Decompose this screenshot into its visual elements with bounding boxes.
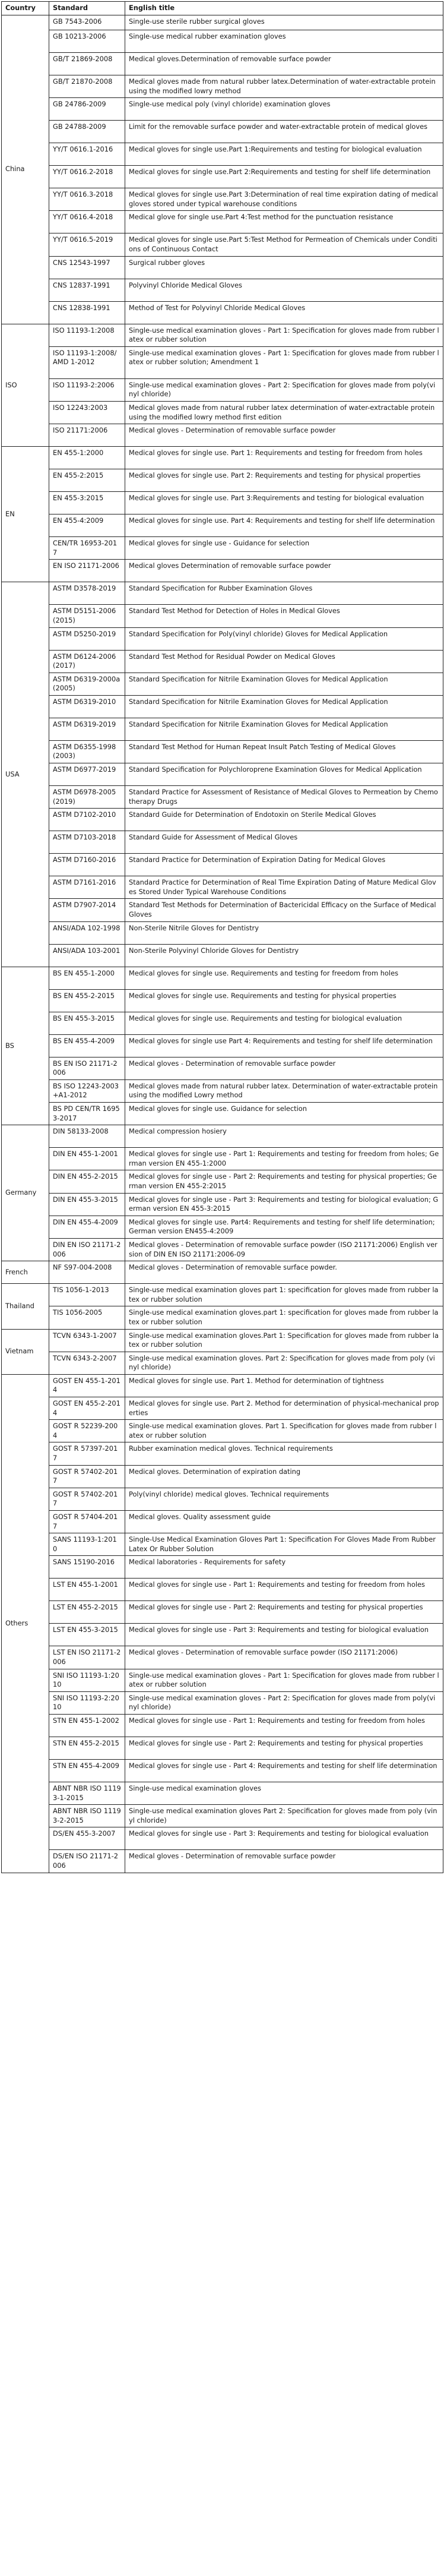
standard-cell: ASTM D5151-2006(2015)	[49, 605, 125, 627]
table-row	[2, 537, 443, 560]
standard-cell: ASTM D7102-2010	[49, 809, 125, 831]
table-body	[2, 15, 443, 1873]
title-cell: Medical gloves made from natural rubber latex determination of water-extractable protein using the modified lowry method first edition	[125, 401, 443, 424]
standard-cell: ASTM D3578-2019	[49, 582, 125, 605]
title-cell: Method of Test for Polyvinyl Chloride Medical Gloves	[125, 301, 443, 324]
table-row	[2, 1624, 443, 1646]
table-row	[2, 627, 443, 650]
title-cell: Medical gloves for single use - Part 1: Requirements and testing for freedom from holes; German version EN 455-1:2000	[125, 1148, 443, 1170]
title-cell: Medical gloves for single use - Part 2: Requirements and testing for physical properties	[125, 1601, 443, 1624]
table-row	[2, 301, 443, 324]
title-cell: Medical gloves.Determination of removable surface powder	[125, 53, 443, 75]
table-row	[2, 1103, 443, 1125]
standards-table	[1, 1, 443, 1873]
table-row	[2, 740, 443, 763]
title-cell: Standard Test Methods for Determination of Bactericidal Efficacy on the Surface of Medical Gloves	[125, 899, 443, 921]
title-cell: Medical gloves for single use.Part 3:Determination of real time expiration dating of medical gloves stored under typical warehouse conditions	[125, 188, 443, 211]
table-row	[2, 233, 443, 256]
standard-cell: EN 455-2:2015	[49, 469, 125, 492]
table-row	[2, 1488, 443, 1510]
country-cell: ISO	[2, 324, 49, 447]
table-row	[2, 695, 443, 718]
country-cell: EN	[2, 447, 49, 582]
table-row	[2, 53, 443, 75]
standard-cell: ANSI/ADA 102-1998	[49, 921, 125, 944]
table-row	[2, 1125, 443, 1148]
table-row	[2, 324, 443, 346]
standard-cell: BS EN 455-4-2009	[49, 1034, 125, 1057]
table-row	[2, 967, 443, 989]
title-cell: Medical gloves for single use - Part 1: Requirements and testing for freedom from holes	[125, 1714, 443, 1737]
title-cell: Medical gloves for single use - Part 2: Requirements and testing for physical properties; German version EN 455-2:2015	[125, 1170, 443, 1193]
title-cell: Medical gloves - Determination of removable surface powder	[125, 424, 443, 447]
standard-cell: ASTM D6319-2000a(2005)	[49, 673, 125, 695]
standard-cell: ASTM D5250-2019	[49, 627, 125, 650]
standard-cell: ASTM D6319-2010	[49, 695, 125, 718]
table-row	[2, 1465, 443, 1488]
title-cell: Single-use medical examination gloves part 1: specification for gloves made from rubber latex or rubber solution	[125, 1284, 443, 1306]
table-row	[2, 469, 443, 492]
title-cell: Single-Use Medical Examination Gloves Part 1: Specification For Gloves Made From Rubber Latex Or Rubber Solution	[125, 1533, 443, 1556]
table-row	[2, 492, 443, 514]
title-cell: Medical gloves Determination of removable surface powder	[125, 560, 443, 582]
title-cell: Medical gloves - Determination of removable surface powder (ISO 21171:2006)	[125, 1646, 443, 1669]
standard-cell: ASTM D7161-2016	[49, 876, 125, 899]
standard-cell: GOST R 57402-2017	[49, 1465, 125, 1488]
standard-cell: DS/EN ISO 21171-2006	[49, 1850, 125, 1873]
standard-cell: BS ISO 12243-2003+A1-2012	[49, 1079, 125, 1102]
table-row	[2, 650, 443, 673]
title-cell: Poly(vinyl chloride) medical gloves. Technical requirements	[125, 1488, 443, 1510]
table-row	[2, 1352, 443, 1374]
table-row	[2, 1579, 443, 1601]
standard-cell: ISO 11193-1:2008/AMD 1-2012	[49, 346, 125, 378]
table-row	[2, 1057, 443, 1079]
standard-cell: LST EN 455-2-2015	[49, 1601, 125, 1624]
table-row	[2, 256, 443, 279]
standard-cell: GOST R 57404-2017	[49, 1511, 125, 1533]
title-cell: Medical gloves for single use. Requirements and testing for freedom from holes	[125, 967, 443, 989]
table-row	[2, 346, 443, 378]
title-cell: Medical gloves for single use.Part 2:Requirements and testing for shelf life determination	[125, 166, 443, 188]
standard-cell: DIN EN 455-1-2001	[49, 1148, 125, 1170]
standard-cell: DIN EN 455-3-2015	[49, 1193, 125, 1216]
standard-cell: ANSI/ADA 103-2001	[49, 944, 125, 967]
title-cell: Medical gloves for single use. Part 3:Requirements and testing for biological evaluation	[125, 492, 443, 514]
standard-cell: GB 24788-2009	[49, 121, 125, 143]
title-cell: Standard Specification for Nitrile Examination Gloves for Medical Application	[125, 718, 443, 740]
title-cell: Standard Test Method for Residual Powder on Medical Gloves	[125, 650, 443, 673]
title-cell: Non-Sterile Nitrile Gloves for Dentistry	[125, 921, 443, 944]
table-row	[2, 1012, 443, 1034]
standard-cell: DIN 58133-2008	[49, 1125, 125, 1148]
standard-cell: SANS 15190-2016	[49, 1556, 125, 1579]
standard-cell: ISO 11193-2:2006	[49, 378, 125, 401]
table-row	[2, 1170, 443, 1193]
title-cell: Medical gloves for single use. Part 1. Method for determination of tightness	[125, 1374, 443, 1397]
table-row	[2, 75, 443, 98]
table-row	[2, 1669, 443, 1691]
standard-cell: LST EN ISO 21171-2006	[49, 1646, 125, 1669]
standard-cell: EN 455-4:2009	[49, 514, 125, 537]
table-row	[2, 1714, 443, 1737]
table-row	[2, 1420, 443, 1442]
table-row	[2, 854, 443, 876]
table-row	[2, 401, 443, 424]
standard-cell: GB 7543-2006	[49, 15, 125, 30]
table-row	[2, 605, 443, 627]
standard-cell: TIS 1056-2005	[49, 1306, 125, 1329]
title-cell: Standard Specification for Polychloroprene Examination Gloves for Medical Application	[125, 763, 443, 786]
title-column-header: English title	[125, 2, 443, 15]
title-cell: Medical gloves for single use. Part4: Requirements and testing for shelf life determination; German version EN455-4:2009	[125, 1216, 443, 1238]
standard-cell: GOST R 52239-2004	[49, 1420, 125, 1442]
table-row	[2, 1533, 443, 1556]
standard-cell: BS EN ISO 21171-2006	[49, 1057, 125, 1079]
table-row	[2, 1193, 443, 1216]
title-cell: Medical gloves for single use. Requirements and testing for physical properties	[125, 989, 443, 1012]
title-cell: Medical gloves for single use - Part 2: Requirements and testing for physical properties	[125, 1737, 443, 1759]
title-cell: Limit for the removable surface powder and water-extractable protein of medical gloves	[125, 121, 443, 143]
table-row	[2, 1374, 443, 1397]
country-cell: Germany	[2, 1125, 49, 1261]
title-cell: Medical gloves for single use - Part 1: Requirements and testing for freedom from holes	[125, 1579, 443, 1601]
standard-cell: SNI ISO 11193-1:2010	[49, 1669, 125, 1691]
title-cell: Medical gloves for single use. Part 2: Requirements and testing for physical properties	[125, 469, 443, 492]
standard-cell: GOST EN 455-1-2014	[49, 1374, 125, 1397]
table-row	[2, 1782, 443, 1804]
table-row	[2, 989, 443, 1012]
title-cell: Medical gloves for single use. Guidance for selection	[125, 1103, 443, 1125]
title-cell: Surgical rubber gloves	[125, 256, 443, 279]
standard-cell: SNI ISO 11193-2:2010	[49, 1691, 125, 1714]
title-cell: Standard Test Method for Human Repeat Insult Patch Testing of Medical Gloves	[125, 740, 443, 763]
table-row	[2, 582, 443, 605]
standard-cell: ASTM D7160-2016	[49, 854, 125, 876]
country-cell: Thailand	[2, 1284, 49, 1329]
table-row	[2, 1397, 443, 1420]
table-row	[2, 1850, 443, 1873]
standard-cell: GOST R 57397-2017	[49, 1442, 125, 1465]
table-row	[2, 30, 443, 53]
standard-cell: ISO 12243:2003	[49, 401, 125, 424]
table-row	[2, 831, 443, 854]
standard-cell: EN ISO 21171-2006	[49, 560, 125, 582]
standard-cell: GB/T 21870-2008	[49, 75, 125, 98]
title-cell: Standard Specification for Poly(vinyl chloride) Gloves for Medical Application	[125, 627, 443, 650]
standard-cell: ASTM D7907-2014	[49, 899, 125, 921]
title-cell: Polyvinyl Chloride Medical Gloves	[125, 279, 443, 301]
table-row	[2, 514, 443, 537]
title-cell: Medical gloves - Determination of removable surface powder (ISO 21171:2006) English version of DIN EN ISO 21171:2006-09	[125, 1238, 443, 1261]
title-cell: Medical gloves for single use Part 4: Requirements and testing for shelf life determination	[125, 1034, 443, 1057]
standard-cell: ISO 11193-1:2008	[49, 324, 125, 346]
title-cell: Medical gloves - Determination of removable surface powder.	[125, 1261, 443, 1284]
table-row	[2, 211, 443, 233]
standard-cell: CNS 12837-1991	[49, 279, 125, 301]
title-cell: Single-use medical examination gloves - Part 1: Specification for gloves made from rubber latex or rubber solution; Amendment 1	[125, 346, 443, 378]
title-cell: Medical gloves for single use. Part 2. Method for determination of physical-mechanical properties	[125, 1397, 443, 1420]
title-cell: Single-use medical examination gloves	[125, 1782, 443, 1804]
standard-cell: YY/T 0616.5-2019	[49, 233, 125, 256]
standard-cell: NF S97-004-2008	[49, 1261, 125, 1284]
table-row	[2, 1646, 443, 1669]
standard-cell: ASTM D6124-2006(2017)	[49, 650, 125, 673]
table-row	[2, 378, 443, 401]
table-row	[2, 1442, 443, 1465]
standard-cell: BS PD CEN/TR 16953-2017	[49, 1103, 125, 1125]
title-cell: Medical gloves for single use. Part 1: Requirements and testing for freedom from holes	[125, 447, 443, 469]
table-row	[2, 1759, 443, 1782]
title-cell: Standard Practice for Determination of Expiration Dating for Medical Gloves	[125, 854, 443, 876]
title-cell: Medical gloves. Determination of expiration dating	[125, 1465, 443, 1488]
standard-cell: ASTM D7103-2018	[49, 831, 125, 854]
standard-column-header: Standard	[49, 2, 125, 15]
standard-cell: ASTM D6978-2005(2019)	[49, 786, 125, 809]
title-cell: Medical gloves for single use. Requirements and testing for biological evaluation	[125, 1012, 443, 1034]
title-cell: Medical gloves - Determination of removable surface powder	[125, 1057, 443, 1079]
country-cell: Vietnam	[2, 1329, 49, 1374]
standard-cell: YY/T 0616.4-2018	[49, 211, 125, 233]
standard-cell: GB 10213-2006	[49, 30, 125, 53]
standard-cell: BS EN 455-3-2015	[49, 1012, 125, 1034]
title-cell: Single-use medical examination gloves.Part 1: Specification for gloves made from rubber latex or rubber solution	[125, 1329, 443, 1352]
standard-cell: STN EN 455-4-2009	[49, 1759, 125, 1782]
standard-cell: CNS 12838-1991	[49, 301, 125, 324]
title-cell: Single-use medical examination gloves - Part 2: Specification for gloves made from poly(vinyl chloride)	[125, 1691, 443, 1714]
table-row	[2, 809, 443, 831]
standard-cell: CEN/TR 16953-2017	[49, 537, 125, 560]
title-cell: Single-use medical examination gloves Part 2: Specification for gloves made from poly (vinyl chloride)	[125, 1805, 443, 1827]
table-row	[2, 1691, 443, 1714]
table-row	[2, 944, 443, 967]
table-row	[2, 424, 443, 447]
standard-cell: CNS 12543-1997	[49, 256, 125, 279]
table-row	[2, 1805, 443, 1827]
standard-cell: DS/EN 455-3-2007	[49, 1827, 125, 1850]
table-row	[2, 718, 443, 740]
table-row	[2, 786, 443, 809]
standard-cell: DIN EN ISO 21171-2006	[49, 1238, 125, 1261]
standard-cell: TCVN 6343-1-2007	[49, 1329, 125, 1352]
title-cell: Medical laboratories - Requirements for safety	[125, 1556, 443, 1579]
standard-cell: STN EN 455-2-2015	[49, 1737, 125, 1759]
title-cell: Medical gloves. Quality assessment guide	[125, 1511, 443, 1533]
title-cell: Single-use medical examination gloves - Part 2: Specification for gloves made from poly(vinyl chloride)	[125, 378, 443, 401]
table-row	[2, 921, 443, 944]
table-row	[2, 447, 443, 469]
standard-cell: GOST EN 455-2-2014	[49, 1397, 125, 1420]
country-column-header: Country	[2, 2, 49, 15]
country-cell: French	[2, 1261, 49, 1284]
country-cell: China	[2, 15, 49, 324]
title-cell: Standard Practice for Determination of Real Time Expiration Dating of Mature Medical Gloves Stored Under Typical Warehouse Conditions	[125, 876, 443, 899]
title-cell: Medical gloves for single use - Part 3: Requirements and testing for biological evaluation	[125, 1624, 443, 1646]
title-cell: Medical gloves made from natural rubber latex.Determination of water-extractable protein using the modified lowry method	[125, 75, 443, 98]
table-row	[2, 673, 443, 695]
table-row	[2, 1079, 443, 1102]
table-row	[2, 121, 443, 143]
table-row	[2, 1261, 443, 1284]
country-cell: BS	[2, 967, 49, 1125]
table-row	[2, 166, 443, 188]
table-row	[2, 143, 443, 166]
table-row	[2, 1329, 443, 1352]
standard-cell: GOST R 57402-2017	[49, 1488, 125, 1510]
title-cell: Medical gloves - Determination of removable surface powder	[125, 1850, 443, 1873]
standard-cell: ISO 21171:2006	[49, 424, 125, 447]
standard-cell: YY/T 0616.1-2016	[49, 143, 125, 166]
table-row	[2, 1238, 443, 1261]
title-cell: Medical gloves for single use.Part 1:Requirements and testing for biological evaluation	[125, 143, 443, 166]
title-cell: Standard Specification for Nitrile Examination Gloves for Medical Application	[125, 673, 443, 695]
table-row	[2, 899, 443, 921]
title-cell: Single-use medical rubber examination gloves	[125, 30, 443, 53]
title-cell: Standard Guide for Assessment of Medical Gloves	[125, 831, 443, 854]
title-cell: Single-use medical examination gloves - Part 1: Specification for gloves made from rubber latex or rubber solution	[125, 1669, 443, 1691]
standard-cell: STN EN 455-1-2002	[49, 1714, 125, 1737]
standard-cell: LST EN 455-1-2001	[49, 1579, 125, 1601]
standard-cell: GB/T 21869-2008	[49, 53, 125, 75]
table-row	[2, 1601, 443, 1624]
title-cell: Medical gloves for single use - Part 3: Requirements and testing for biological evaluation	[125, 1827, 443, 1850]
standard-cell: BS EN 455-2-2015	[49, 989, 125, 1012]
table-row	[2, 1511, 443, 1533]
standard-cell: DIN EN 455-2-2015	[49, 1170, 125, 1193]
country-cell: USA	[2, 582, 49, 967]
title-cell: Single-use medical examination gloves. Part 2: Specification for gloves made from poly (vinyl chloride)	[125, 1352, 443, 1374]
standard-cell: BS EN 455-1-2000	[49, 967, 125, 989]
standard-cell: EN 455-1:2000	[49, 447, 125, 469]
title-cell: Single-use medical examination gloves.part 1: specification for gloves made from rubber latex or rubber solution	[125, 1306, 443, 1329]
table-row	[2, 1216, 443, 1238]
title-cell: Standard Guide for Determination of Endotoxin on Sterile Medical Gloves	[125, 809, 443, 831]
table-row	[2, 1034, 443, 1057]
standard-cell: ABNT NBR ISO 11193-2-2015	[49, 1805, 125, 1827]
title-cell: Medical gloves for single use - Part 4: Requirements and testing for shelf life determination	[125, 1759, 443, 1782]
standard-cell: YY/T 0616.3-2018	[49, 188, 125, 211]
table-row	[2, 188, 443, 211]
standard-cell: EN 455-3:2015	[49, 492, 125, 514]
table-row	[2, 1827, 443, 1850]
title-cell: Medical gloves for single use. Part 4: Requirements and testing for shelf life determination	[125, 514, 443, 537]
table-row	[2, 876, 443, 899]
table-row	[2, 15, 443, 30]
title-cell: Single-use medical examination gloves. Part 1. Specification for gloves made from rubber latex or rubber solution	[125, 1420, 443, 1442]
title-cell: Standard Specification for Nitrile Examination Gloves for Medical Application	[125, 695, 443, 718]
standard-cell: ABNT NBR ISO 11193-1-2015	[49, 1782, 125, 1804]
standard-cell: ASTM D6977-2019	[49, 763, 125, 786]
title-cell: Single-use medical poly (vinyl chloride) examination gloves	[125, 98, 443, 121]
standard-cell: DIN EN 455-4-2009	[49, 1216, 125, 1238]
standard-cell: GB 24786-2009	[49, 98, 125, 121]
title-cell: Medical gloves for single use.Part 5:Test Method for Permeation of Chemicals under Conditions of Continuous Contact	[125, 233, 443, 256]
table-row	[2, 98, 443, 121]
header-row	[2, 2, 443, 15]
table-row	[2, 1306, 443, 1329]
standard-cell: TCVN 6343-2-2007	[49, 1352, 125, 1374]
table-row	[2, 1737, 443, 1759]
title-cell: Medical gloves for single use - Part 3: Requirements and testing for biological evaluation; German version EN 455-3:2015	[125, 1193, 443, 1216]
title-cell: Single-use sterile rubber surgical gloves	[125, 15, 443, 30]
country-cell: Others	[2, 1374, 49, 1873]
table-row	[2, 279, 443, 301]
title-cell: Standard Test Method for Detection of Holes in Medical Gloves	[125, 605, 443, 627]
table-row	[2, 1556, 443, 1579]
standard-cell: ASTM D6355-1998(2003)	[49, 740, 125, 763]
table-row	[2, 1148, 443, 1170]
standard-cell: ASTM D6319-2019	[49, 718, 125, 740]
title-cell: Single-use medical examination gloves - Part 1: Specification for gloves made from rubber latex or rubber solution	[125, 324, 443, 346]
title-cell: Standard Practice for Assessment of Resistance of Medical Gloves to Permeation by Chemotherapy Drugs	[125, 786, 443, 809]
title-cell: Rubber examination medical gloves. Technical requirements	[125, 1442, 443, 1465]
table-row	[2, 1284, 443, 1306]
table-row	[2, 560, 443, 582]
title-cell: Standard Specification for Rubber Examination Gloves	[125, 582, 443, 605]
title-cell: Medical compression hosiery	[125, 1125, 443, 1148]
title-cell: Medical glove for single use.Part 4:Test method for the punctuation resistance	[125, 211, 443, 233]
standard-cell: YY/T 0616.2-2018	[49, 166, 125, 188]
standard-cell: SANS 11193-1:2010	[49, 1533, 125, 1556]
standard-cell: TIS 1056-1-2013	[49, 1284, 125, 1306]
title-cell: Non-Sterile Polyvinyl Chloride Gloves for Dentistry	[125, 944, 443, 967]
standard-cell: LST EN 455-3-2015	[49, 1624, 125, 1646]
table-row	[2, 763, 443, 786]
title-cell: Medical gloves made from natural rubber latex. Determination of water-extractable protein using the modified Lowry method	[125, 1079, 443, 1102]
title-cell: Medical gloves for single use - Guidance for selection	[125, 537, 443, 560]
